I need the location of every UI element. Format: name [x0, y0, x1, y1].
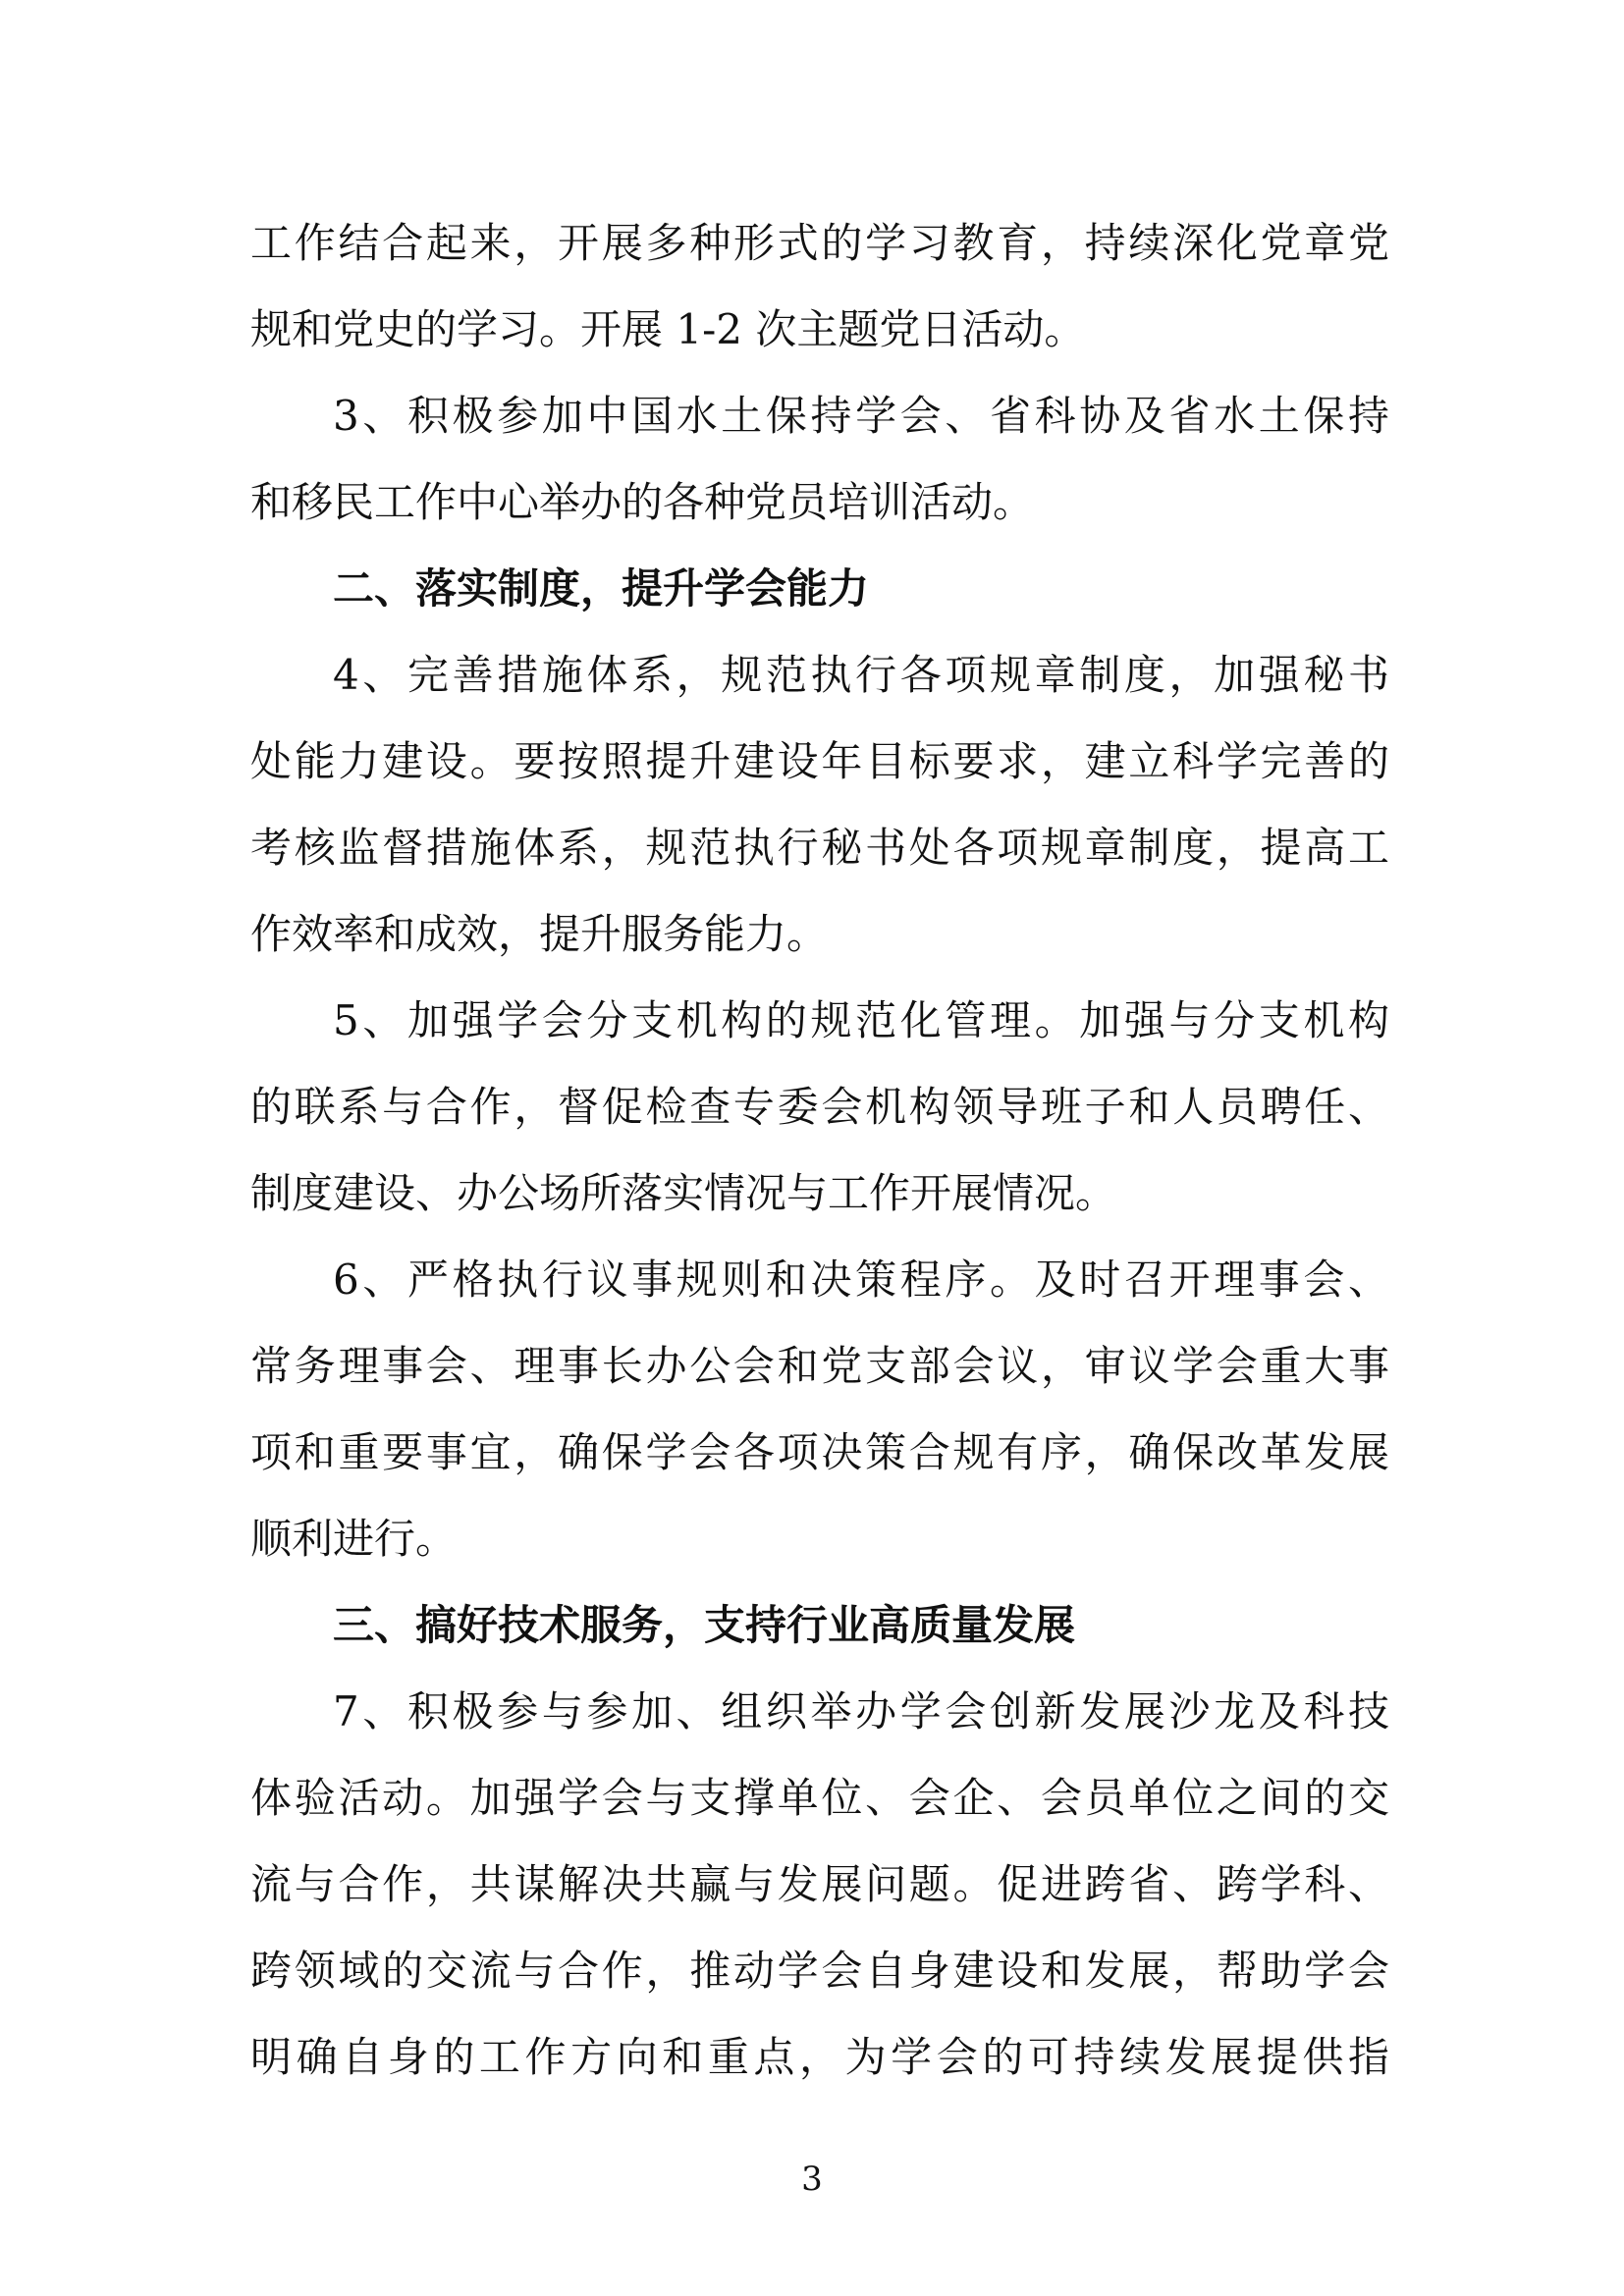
text-line: 规和党史的学习。开展 1-2 次主题党日活动。 — [250, 305, 1086, 353]
text-line: 跨领域的交流与合作，推动学会自身建设和发展，帮助学会 — [250, 1947, 1389, 1995]
text-line: 体验活动。加强学会与支撑单位、会企、会员单位之间的交 — [250, 1774, 1389, 1822]
text-line: 4、完善措施体系，规范执行各项规章制度，加强秘书 — [333, 651, 1389, 699]
text-line: 6、严格执行议事规则和决策程序。及时召开理事会、 — [333, 1255, 1389, 1304]
text-line: 顺利进行。 — [250, 1515, 458, 1563]
text-line: 5、加强学会分支机构的规范化管理。加强与分支机构 — [333, 996, 1389, 1044]
text-line: 和移民工作中心举办的各种党员培训活动。 — [250, 478, 1035, 526]
text-line: 3、积极参加中国水土保持学会、省科协及省水土保持 — [333, 392, 1389, 440]
section-heading: 三、搞好技术服务，支持行业高质量发展 — [333, 1601, 1076, 1649]
page-number: 3 — [801, 2160, 823, 2199]
text-line: 明确自身的工作方向和重点，为学会的可持续发展提供指 — [250, 2033, 1389, 2081]
text-line: 项和重要事宜，确保学会各项决策合规有序，确保改革发展 — [250, 1428, 1389, 1476]
text-line: 考核监督措施体系，规范执行秘书处各项规章制度，提高工 — [250, 824, 1389, 872]
text-line: 处能力建设。要按照提升建设年目标要求，建立科学完善的 — [250, 737, 1389, 785]
section-heading: 二、落实制度，提升学会能力 — [333, 564, 870, 613]
text-line: 制度建设、办公场所落实情况与工作开展情况。 — [250, 1169, 1117, 1217]
text-line: 的联系与合作，督促检查专委会机构领导班子和人员聘任、 — [250, 1083, 1389, 1131]
text-line: 作效率和成效，提升服务能力。 — [250, 910, 829, 958]
text-line: 7、积极参与参加、组织举办学会创新发展沙龙及科技 — [333, 1687, 1389, 1735]
text-line: 流与合作，共谋解决共赢与发展问题。促进跨省、跨学科、 — [250, 1860, 1389, 1908]
text-line: 工作结合起来，开展多种形式的学习教育，持续深化党章党 — [250, 219, 1389, 267]
text-line: 常务理事会、理事长办公会和党支部会议，审议学会重大事 — [250, 1342, 1389, 1390]
